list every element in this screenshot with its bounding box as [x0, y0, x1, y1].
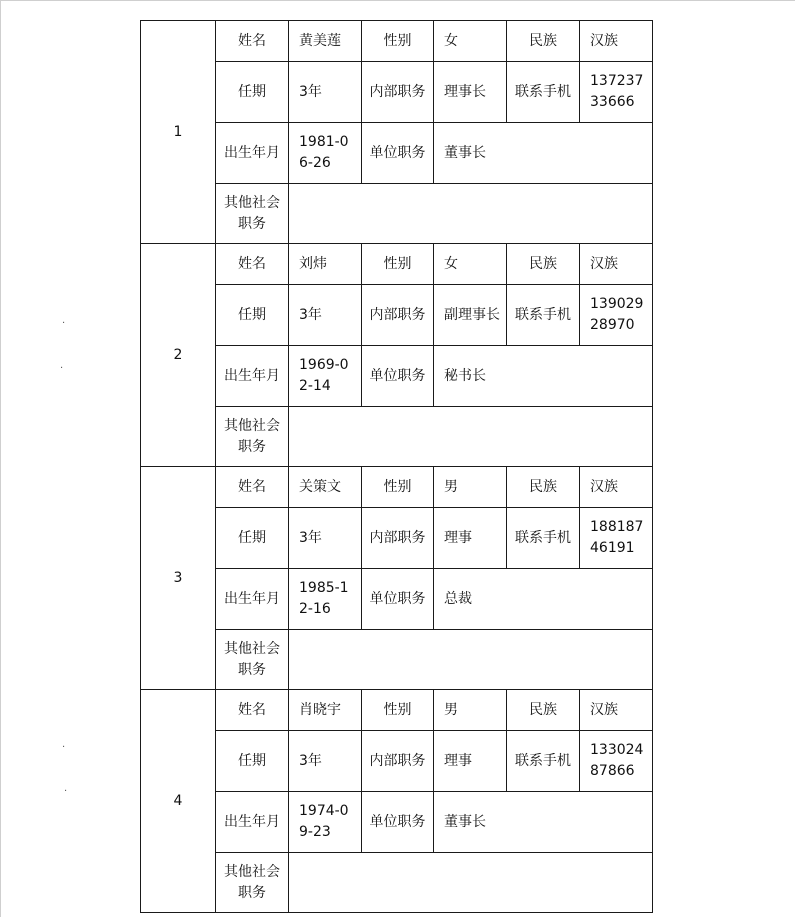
label-term: 任期: [216, 508, 289, 569]
label-internal-position: 内部职务: [362, 508, 434, 569]
member-term: 3年: [289, 285, 362, 346]
label-name: 姓名: [216, 244, 289, 285]
label-unit-position: 单位职务: [362, 123, 434, 184]
member-index-1: 1: [141, 21, 216, 244]
member-other-social-positions: [289, 407, 653, 467]
member-ethnicity: 汉族: [580, 690, 653, 731]
label-birth-date: 出生年月: [216, 792, 289, 853]
row-birth-info: [141, 569, 653, 630]
label-name: 姓名: [216, 21, 289, 62]
member-gender: 男: [434, 690, 507, 731]
label-term: 任期: [216, 731, 289, 792]
member-term: 3年: [289, 731, 362, 792]
label-ethnicity: 民族: [507, 467, 580, 508]
label-internal-position: 内部职务: [362, 62, 434, 123]
label-birth-date: 出生年月: [216, 123, 289, 184]
scan-mark: ·: [60, 363, 64, 374]
member-ethnicity: 汉族: [580, 21, 653, 62]
member-ethnicity: 汉族: [580, 467, 653, 508]
member-term: 3年: [289, 508, 362, 569]
label-other-social-positions: 其他社会职务: [216, 853, 289, 913]
label-birth-date: 出生年月: [216, 569, 289, 630]
row-other-positions: [141, 630, 653, 690]
member-internal-position: 理事: [434, 508, 507, 569]
label-gender: 性别: [362, 21, 434, 62]
member-phone: 18818746191: [580, 508, 653, 569]
label-term: 任期: [216, 62, 289, 123]
member-unit-position: 总裁: [434, 569, 653, 630]
member-other-social-positions: [289, 184, 653, 244]
row-basic-info: [141, 21, 653, 62]
label-other-social-positions: 其他社会职务: [216, 630, 289, 690]
label-internal-position: 内部职务: [362, 731, 434, 792]
member-index-4: 4: [141, 690, 216, 913]
member-other-social-positions: [289, 853, 653, 913]
member-gender: 女: [434, 244, 507, 285]
member-phone: 13302487866: [580, 731, 653, 792]
member-birth-date: 1969-02-14: [289, 346, 362, 407]
label-term: 任期: [216, 285, 289, 346]
council-member-table: [140, 20, 653, 913]
member-ethnicity: 汉族: [580, 244, 653, 285]
label-birth-date: 出生年月: [216, 346, 289, 407]
row-basic-info: [141, 467, 653, 508]
label-unit-position: 单位职务: [362, 569, 434, 630]
member-index-3: 3: [141, 467, 216, 690]
row-basic-info: [141, 690, 653, 731]
scan-mark: ·: [62, 742, 66, 753]
member-gender: 女: [434, 21, 507, 62]
label-other-social-positions: 其他社会职务: [216, 407, 289, 467]
member-name: 黄美莲: [289, 21, 362, 62]
member-birth-date: 1981-06-26: [289, 123, 362, 184]
label-ethnicity: 民族: [507, 244, 580, 285]
row-other-positions: [141, 407, 653, 467]
label-gender: 性别: [362, 690, 434, 731]
member-name: 肖晓宇: [289, 690, 362, 731]
member-other-social-positions: [289, 630, 653, 690]
row-birth-info: [141, 123, 653, 184]
label-ethnicity: 民族: [507, 690, 580, 731]
label-contact-phone: 联系手机: [507, 731, 580, 792]
member-term: 3年: [289, 62, 362, 123]
member-name: 刘炜: [289, 244, 362, 285]
row-term-info: [141, 62, 653, 123]
scan-mark: ·: [64, 786, 68, 797]
member-name: 关策文: [289, 467, 362, 508]
member-gender: 男: [434, 467, 507, 508]
member-unit-position: 秘书长: [434, 346, 653, 407]
label-name: 姓名: [216, 690, 289, 731]
label-internal-position: 内部职务: [362, 285, 434, 346]
row-other-positions: [141, 853, 653, 913]
member-phone: 13723733666: [580, 62, 653, 123]
scan-mark: ·: [62, 318, 66, 329]
table-body: [141, 21, 653, 913]
label-ethnicity: 民族: [507, 21, 580, 62]
label-contact-phone: 联系手机: [507, 62, 580, 123]
row-birth-info: [141, 792, 653, 853]
label-name: 姓名: [216, 467, 289, 508]
row-term-info: [141, 285, 653, 346]
row-other-positions: [141, 184, 653, 244]
label-other-social-positions: 其他社会职务: [216, 184, 289, 244]
member-phone: 13902928970: [580, 285, 653, 346]
member-internal-position: 理事长: [434, 62, 507, 123]
council-member-sheet: [140, 20, 653, 913]
label-contact-phone: 联系手机: [507, 285, 580, 346]
member-index-2: 2: [141, 244, 216, 467]
label-contact-phone: 联系手机: [507, 508, 580, 569]
member-internal-position: 副理事长: [434, 285, 507, 346]
member-birth-date: 1985-12-16: [289, 569, 362, 630]
label-unit-position: 单位职务: [362, 792, 434, 853]
row-basic-info: [141, 244, 653, 285]
row-birth-info: [141, 346, 653, 407]
member-unit-position: 董事长: [434, 123, 653, 184]
member-birth-date: 1974-09-23: [289, 792, 362, 853]
label-gender: 性别: [362, 467, 434, 508]
member-internal-position: 理事: [434, 731, 507, 792]
row-term-info: [141, 508, 653, 569]
label-gender: 性别: [362, 244, 434, 285]
member-unit-position: 董事长: [434, 792, 653, 853]
label-unit-position: 单位职务: [362, 346, 434, 407]
row-term-info: [141, 731, 653, 792]
